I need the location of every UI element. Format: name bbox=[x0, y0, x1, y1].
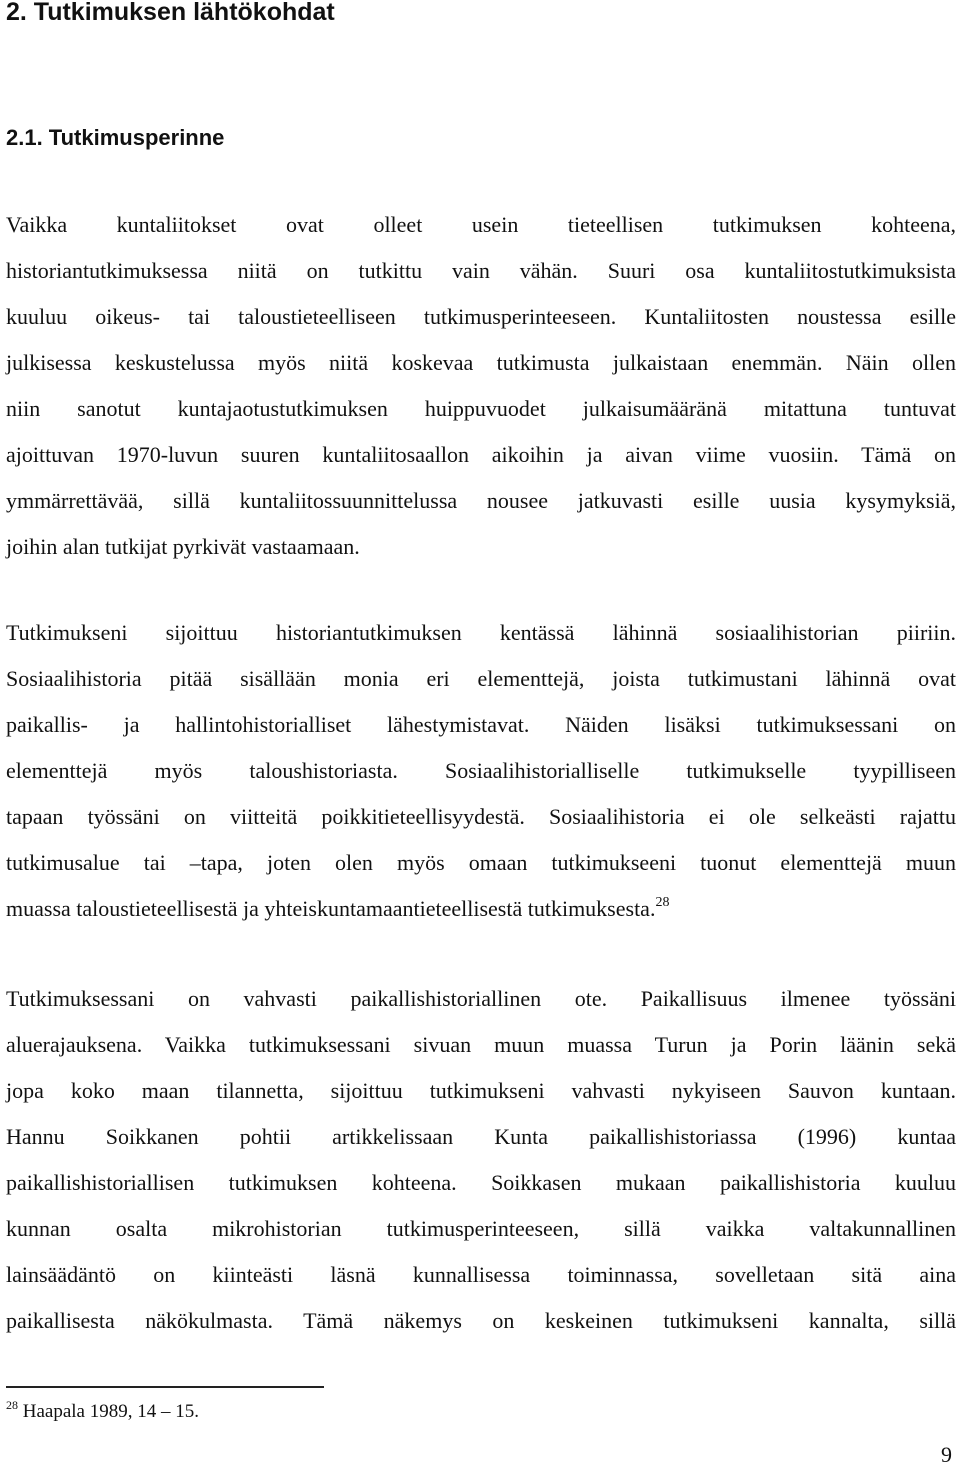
text-line: paikallisesta näkökulmasta. Tämä näkemys on keskeinen tutkimukseni kannalta, sillä bbox=[6, 1308, 956, 1333]
text-line: julkisessa keskustelussa myös niitä koskevaa tutkimusta julkaistaan enemmän. Näin ollen bbox=[6, 350, 956, 375]
paragraph-local-history bbox=[6, 976, 956, 1344]
text-line: Tutkimukseni sijoittuu historiantutkimuksen kentässä lähinnä sosiaalihistorian piiriin. bbox=[6, 620, 956, 645]
text-line: Vaikka kuntaliitokset ovat olleet usein tieteellisen tutkimuksen kohteena, bbox=[6, 212, 956, 237]
section-heading: 2.1. Tutkimusperinne bbox=[6, 125, 225, 150]
text-line: ajoittuvan 1970-luvun suuren kuntaliitosaallon aikoihin ja aivan viime vuosiin. Tämä on bbox=[6, 442, 956, 467]
text-line: ymmärrettävää, sillä kuntaliitossuunnittelussa nousee jatkuvasti esille uusia kysymyksiä, bbox=[6, 488, 956, 513]
page-number: 9 bbox=[941, 1442, 952, 1467]
chapter-heading: 2. Tutkimuksen lähtökohdat bbox=[6, 0, 335, 26]
text-line: tapaan työssäni on viitteitä poikkitieteellisyydestä. Sosiaalihistoria ei ole selkeästi rajattu bbox=[6, 804, 956, 829]
text-line: aluerajauksena. Vaikka tutkimuksessani sivuan muun muassa Turun ja Porin läänin sekä bbox=[6, 1032, 956, 1057]
text-line-content: muassa taloustieteellisestä ja yhteiskuntamaantieteellisestä tutkimuksesta. bbox=[6, 896, 656, 921]
text-line: Hannu Soikkanen pohtii artikkelissaan Kunta paikallishistoriassa (1996) kuntaa bbox=[6, 1124, 956, 1149]
footnote-reference[interactable]: 28 bbox=[655, 895, 670, 910]
text-line bbox=[6, 886, 956, 932]
paragraph-research-tradition bbox=[6, 202, 956, 570]
paragraph-social-history bbox=[6, 610, 956, 932]
text-line: kuuluu oikeus- tai taloustieteelliseen tutkimusperinteeseen. Kuntaliitosten noustessa esille bbox=[6, 304, 956, 329]
text-line: joihin alan tutkijat pyrkivät vastaamaan. bbox=[6, 534, 360, 559]
footnote-text: Haapala 1989, 14 – 15. bbox=[22, 1401, 199, 1422]
text-line: niin sanotut kuntajaotustutkimuksen huippuvuodet julkaisumääränä mitattuna tuntuvat bbox=[6, 396, 956, 421]
text-line: Tutkimuksessani on vahvasti paikallishistoriallinen ote. Paikallisuus ilmenee työssäni bbox=[6, 986, 956, 1011]
text-line: Sosiaalihistoria pitää sisällään monia eri elementtejä, joista tutkimustani lähinnä ovat bbox=[6, 666, 956, 691]
text-line: historiantutkimuksessa niitä on tutkittu vain vähän. Suuri osa kuntaliitostutkimuksista bbox=[6, 258, 956, 283]
text-line: kunnan osalta mikrohistorian tutkimusperinteeseen, sillä vaikka valtakunnallinen bbox=[6, 1216, 956, 1241]
text-line: paikallishistoriallisen tutkimuksen kohteena. Soikkasen mukaan paikallishistoria kuuluu bbox=[6, 1170, 956, 1195]
text-line: tutkimusalue tai –tapa, joten olen myös omaan tutkimukseeni tuonut elementtejä muun bbox=[6, 850, 956, 875]
text-line: elementtejä myös taloushistoriasta. Sosiaalihistorialliselle tutkimukselle tyypilliseen bbox=[6, 758, 956, 783]
footnote-number: 28 bbox=[6, 1398, 18, 1412]
text-line: jopa koko maan tilannetta, sijoittuu tutkimukseni vahvasti nykyiseen Sauvon kuntaan. bbox=[6, 1078, 956, 1103]
text-line: paikallis- ja hallintohistorialliset lähestymistavat. Näiden lisäksi tutkimuksessani on bbox=[6, 712, 956, 737]
text-line: lainsäädäntö on kiinteästi läsnä kunnallisessa toiminnassa, sovelletaan sitä aina bbox=[6, 1262, 956, 1287]
footnote bbox=[6, 1399, 199, 1425]
footnote-divider bbox=[6, 1386, 324, 1388]
